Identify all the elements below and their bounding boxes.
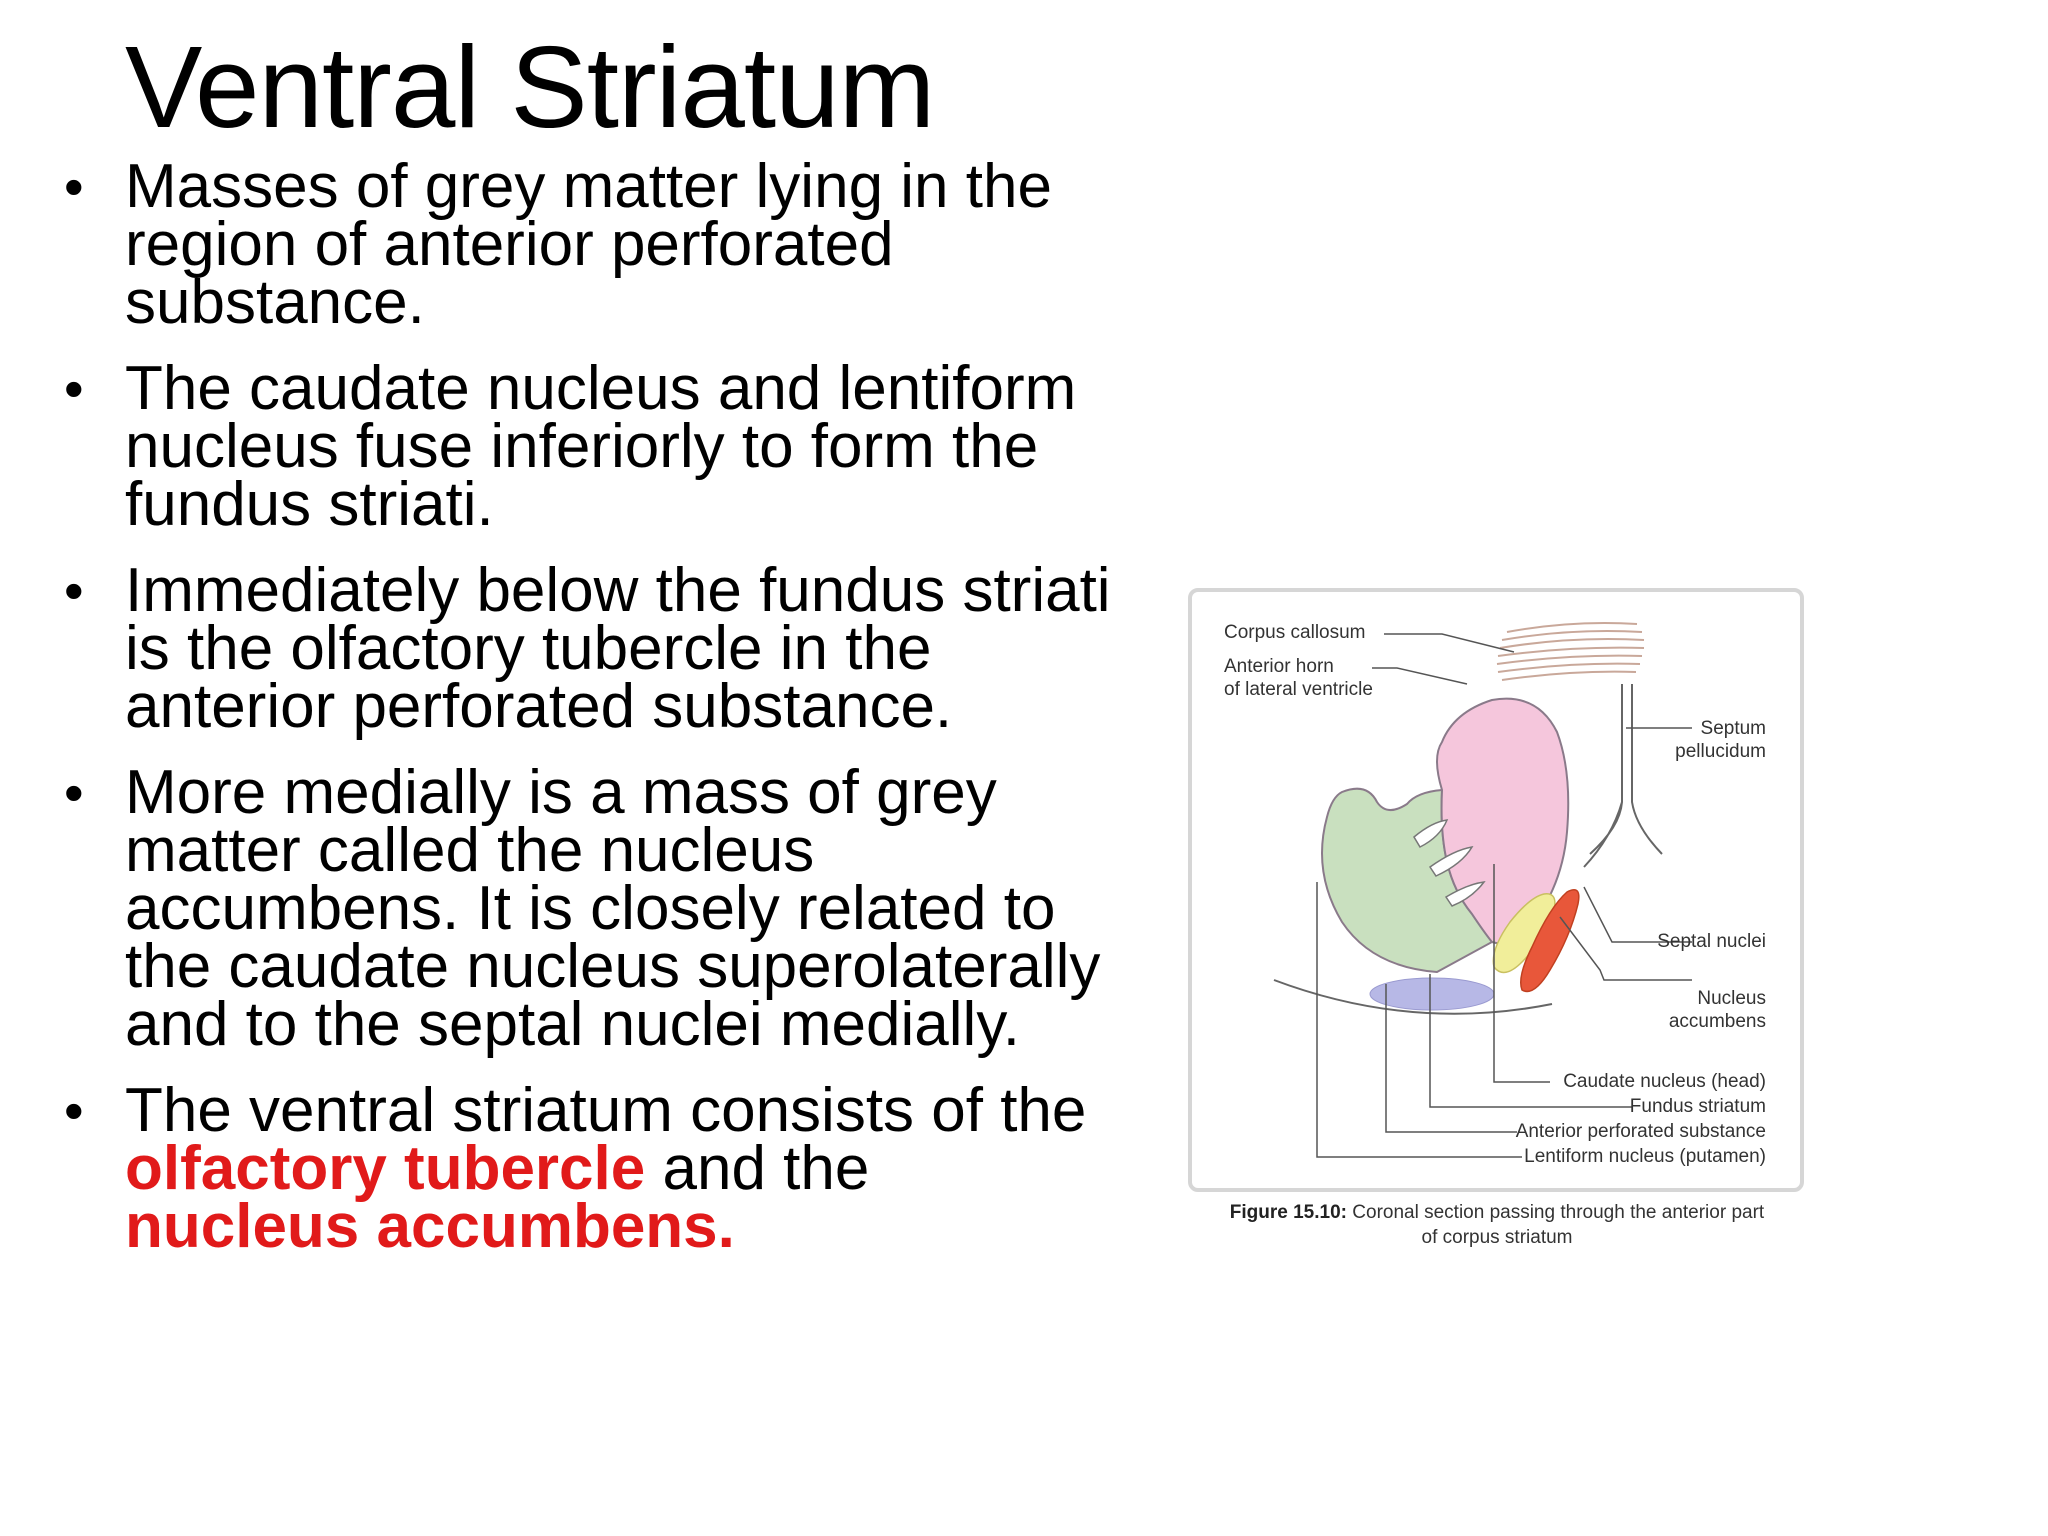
bullet-item: [60, 354, 1120, 539]
bullet-marker: •: [64, 155, 84, 218]
bullet-text: More medially is a mass of grey matter called the nucleus accumbens. It is closely related to the caudate nucleus superolaterally and to the septal nuclei medially.: [125, 758, 1101, 1059]
bullet-text-middle: and the: [645, 1134, 870, 1203]
bullet-text: The caudate nucleus and lentiform nucleus fuse inferiorly to form the fundus striati.: [125, 354, 1077, 539]
anatomy-figure: [1188, 588, 1804, 1192]
bullet-marker: •: [64, 1079, 84, 1142]
bullet-item: [60, 758, 1120, 1059]
label-caudate-head: Caudate nucleus (head): [1563, 1071, 1766, 1092]
bullet-marker: •: [64, 761, 84, 824]
highlight-olfactory-tubercle: olfactory tubercle: [125, 1134, 646, 1203]
label-lentiform-putamen: Lentiform nucleus (putamen): [1524, 1146, 1766, 1167]
highlight-nucleus-accumbens: nucleus accumbens.: [125, 1192, 735, 1261]
bullet-text: Masses of grey matter lying in the region of anterior perforated substance.: [125, 152, 1052, 337]
figure-caption: [1190, 1200, 1804, 1250]
anterior-perforated-substance: [1370, 978, 1494, 1010]
caption-text-2: of corpus striatum: [1421, 1227, 1573, 1248]
label-pellucidum: pellucidum: [1675, 741, 1766, 762]
bullet-item: [60, 556, 1120, 741]
label-lateral-ventricle: of lateral ventricle: [1224, 679, 1373, 700]
bullet-marker: •: [64, 357, 84, 420]
label-accumbens: accumbens: [1668, 1011, 1766, 1032]
label-septum: Septum: [1700, 718, 1766, 739]
label-corpus-callosum: Corpus callosum: [1224, 622, 1366, 643]
caption-label: Figure 15.10:: [1229, 1202, 1347, 1223]
bullet-list: [60, 152, 1120, 1284]
label-nucleus: Nucleus: [1697, 988, 1766, 1009]
label-anterior-perforated: Anterior perforated substance: [1515, 1121, 1766, 1142]
label-fundus-striatum: Fundus striatum: [1629, 1096, 1766, 1117]
bullet-item: [60, 152, 1120, 337]
label-anterior-horn: Anterior horn: [1224, 656, 1334, 677]
corpus-callosum-fibers: [1497, 623, 1644, 680]
septum-pellucidum: [1584, 684, 1662, 867]
slide-title: Ventral Striatum: [125, 22, 935, 152]
bullet-text-before: The ventral striatum consists of the: [125, 1076, 1087, 1145]
bullet-text: Immediately below the fundus striati is the olfactory tubercle in the anterior perforated substance.: [125, 556, 1111, 741]
bullet-marker: •: [64, 559, 84, 622]
label-septal-nuclei: Septal nuclei: [1657, 931, 1766, 952]
caption-text: Coronal section passing through the anterior part: [1352, 1202, 1765, 1223]
bullet-item: [60, 1076, 1120, 1261]
